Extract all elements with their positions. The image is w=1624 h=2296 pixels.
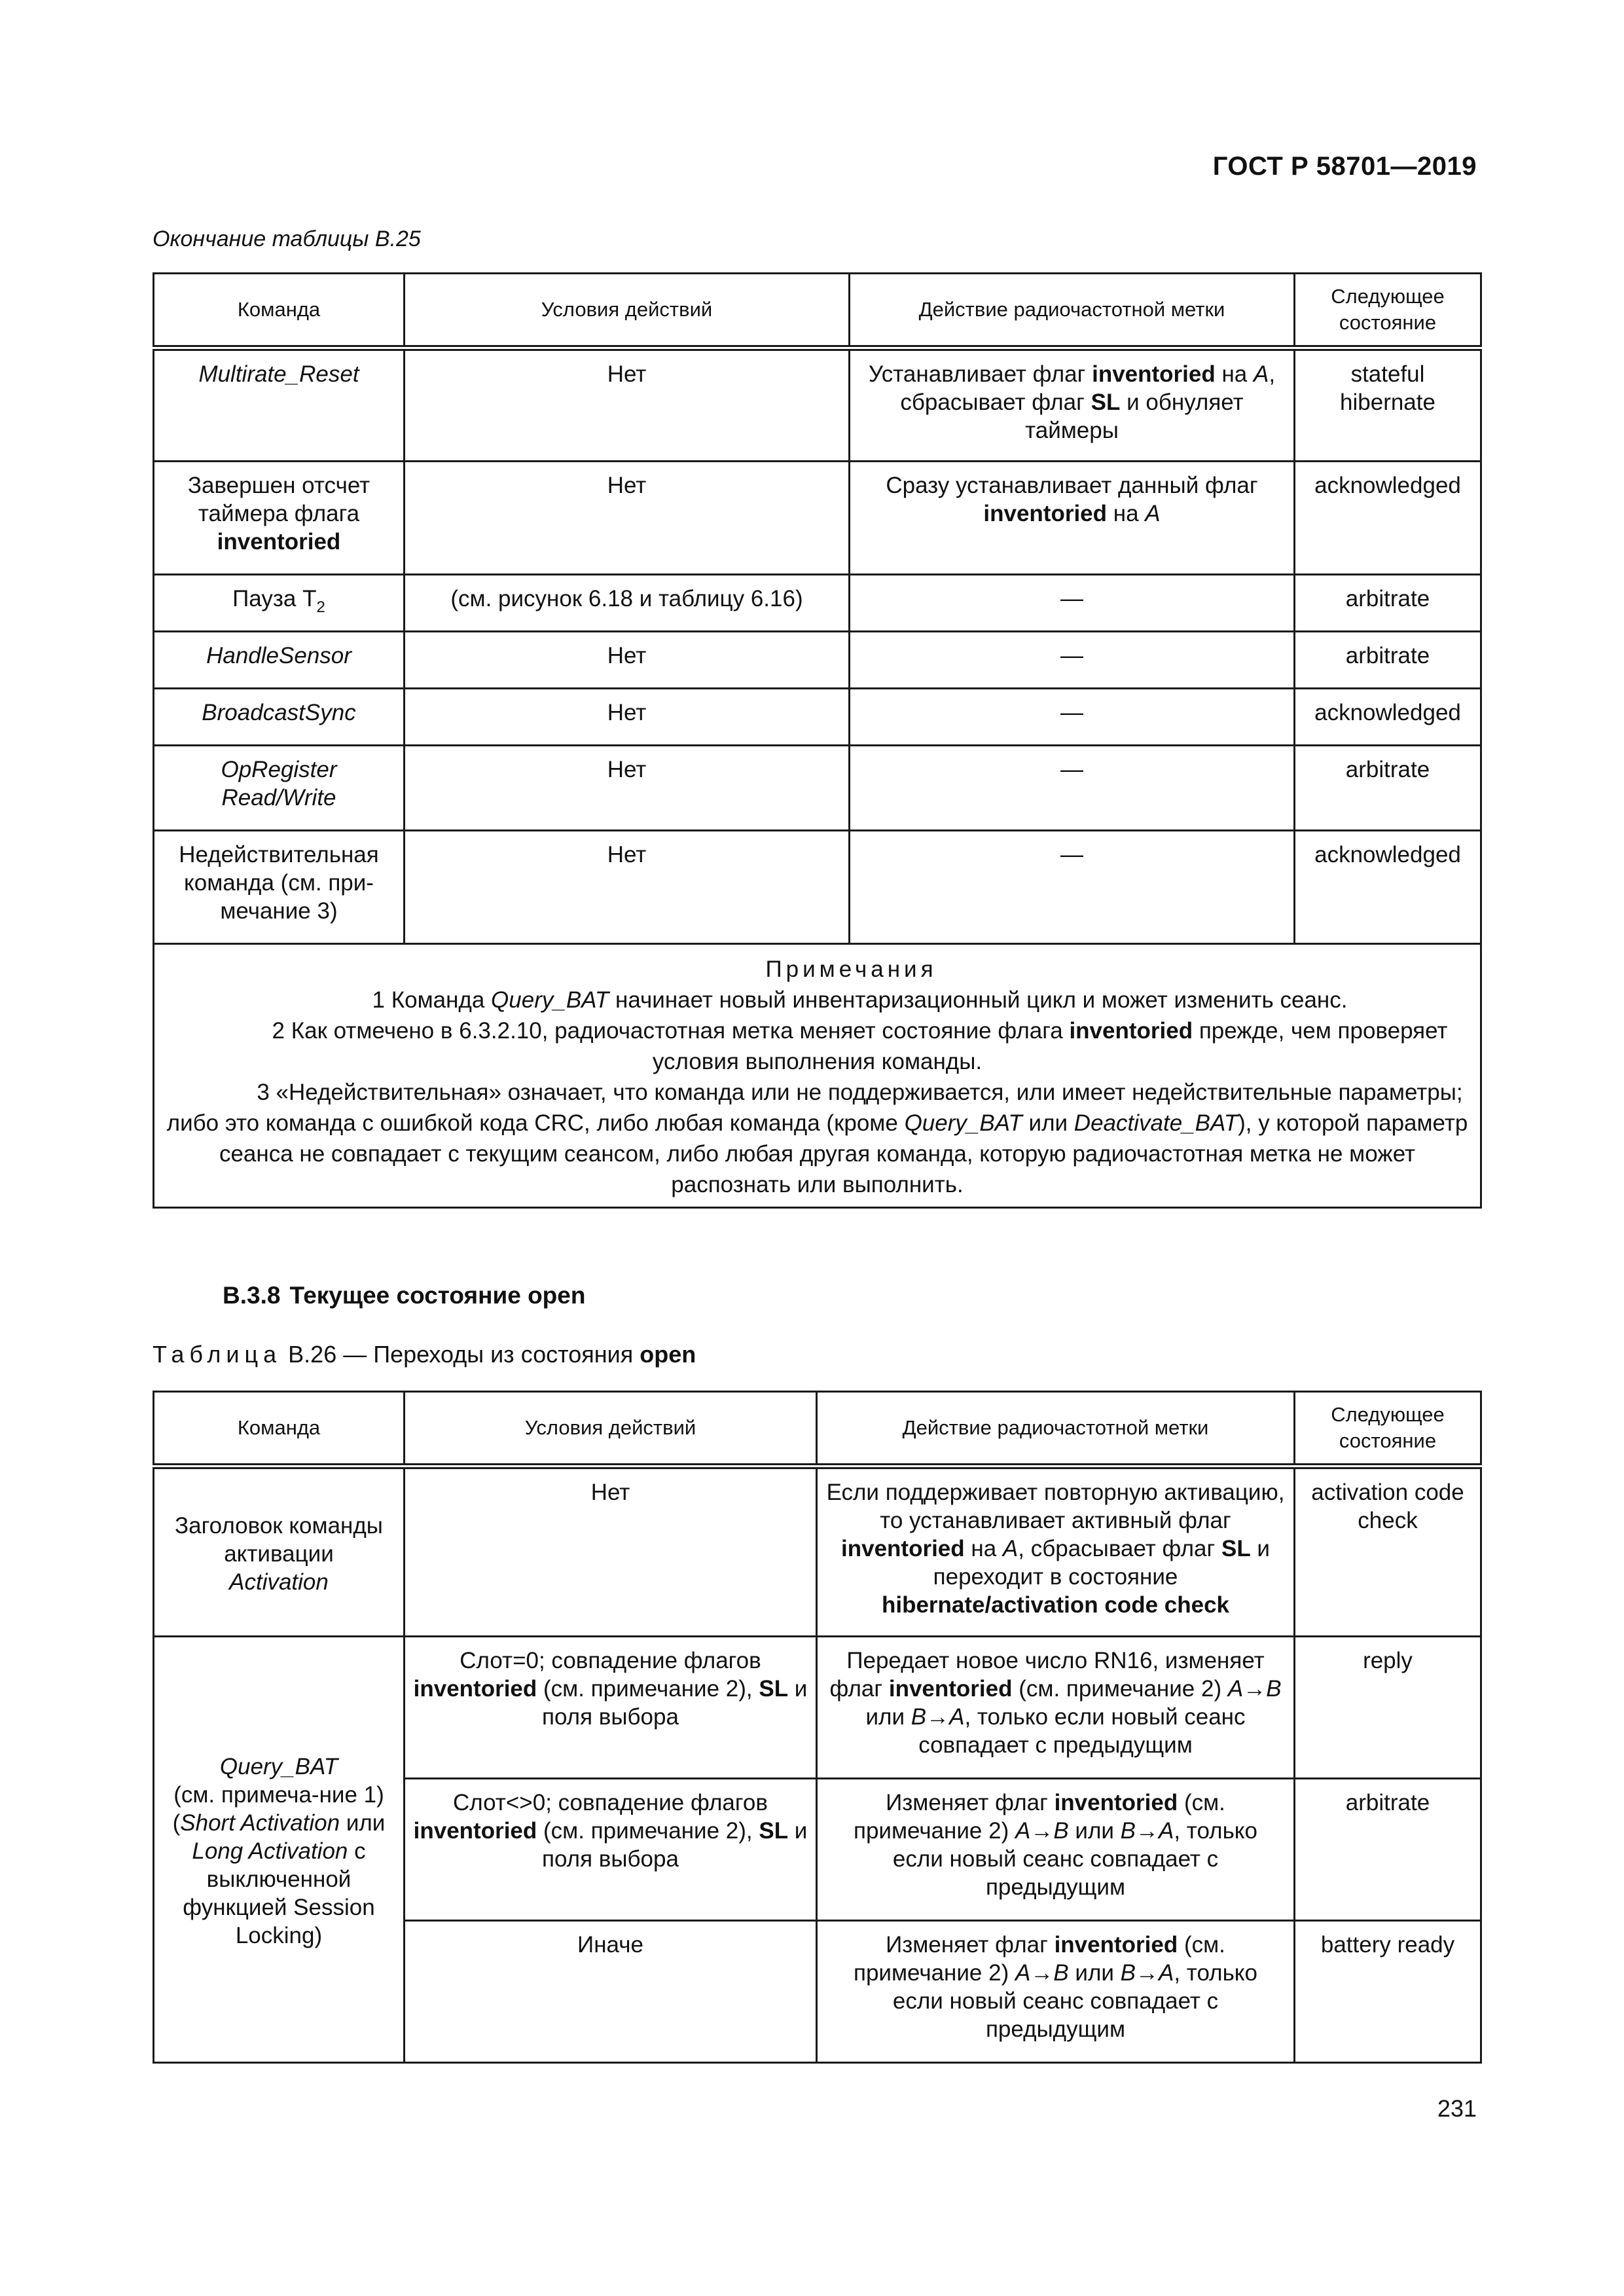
cell-action: — bbox=[850, 689, 1295, 746]
cell-command: Пауза $T_2$ bbox=[154, 575, 405, 632]
cell-next-state: arbitrate bbox=[1295, 632, 1481, 689]
cell-condition: Иначе bbox=[405, 1921, 817, 2063]
note-1: 1 Команда Query_BAT начинает новый инвентаризационный цикл и может изменить сеанс. bbox=[372, 987, 1348, 1013]
header-command: Команда bbox=[154, 274, 405, 348]
notes-title: Примечания bbox=[765, 957, 937, 982]
header-conditions: Условия действий bbox=[405, 274, 850, 348]
cell-command: HandleSensor bbox=[154, 632, 405, 689]
cell-condition: Нет bbox=[405, 462, 850, 575]
cell-condition: Слот<>0; совпадение флагов inventoried (см. примечание 2), SL и поля выбора bbox=[405, 1779, 817, 1921]
cell-next-state: activation code check bbox=[1295, 1467, 1481, 1637]
table-row bbox=[154, 462, 1481, 575]
header-command: Команда bbox=[154, 1392, 405, 1467]
cell-condition: Нет bbox=[405, 348, 850, 462]
cell-action: — bbox=[850, 831, 1295, 944]
cell-action: Сразу устанавливает данный флаг inventoried на А bbox=[850, 462, 1295, 575]
section-heading bbox=[223, 1282, 585, 1309]
cell-action: — bbox=[850, 746, 1295, 831]
table-row bbox=[154, 746, 1481, 831]
cell-command: Multirate_Reset bbox=[154, 348, 405, 462]
cell-next-state: reply bbox=[1295, 1637, 1481, 1779]
table-row bbox=[154, 1637, 1481, 1779]
cell-command: OpRegister Read/Write bbox=[154, 746, 405, 831]
section-number: В.3.8 bbox=[223, 1282, 281, 1309]
table-continuation-caption: Окончание таблицы В.25 bbox=[153, 227, 421, 251]
cell-action: Изменяет флаг inventoried (см. примечание 2) А→В или В→А, только если новый сеанс совпадает с предыдущим bbox=[817, 1779, 1295, 1921]
cell-action: Передает новое число RN16, изменяет флаг inventoried (см. примечание 2) А→В или В→А, только если новый сеанс совпадает с предыдущим bbox=[817, 1637, 1295, 1779]
table-row bbox=[154, 348, 1481, 462]
cell-command: Завершен отсчет таймера флага inventoried bbox=[154, 462, 405, 575]
header-conditions: Условия действий bbox=[405, 1392, 817, 1467]
cell-condition: Нет bbox=[405, 746, 850, 831]
cell-action: Изменяет флаг inventoried (см. примечание 2) А→В или В→А, только если новый сеанс совпадает с предыдущим bbox=[817, 1921, 1295, 2063]
header-action: Действие радиочастотной метки bbox=[850, 274, 1295, 348]
section-title: Текущее состояние open bbox=[289, 1282, 586, 1309]
header-action: Действие радиочастотной метки bbox=[817, 1392, 1295, 1467]
table-row bbox=[154, 575, 1481, 632]
table-row bbox=[154, 689, 1481, 746]
cell-command: Недействительная команда (см. при-мечание 3) bbox=[154, 831, 405, 944]
cell-action: — bbox=[850, 632, 1295, 689]
table-row bbox=[154, 632, 1481, 689]
table-header-row bbox=[154, 274, 1481, 348]
notes-row bbox=[154, 944, 1481, 1208]
cell-condition: (см. рисунок 6.18 и таблицу 6.16) bbox=[405, 575, 850, 632]
document-code: ГОСТ Р 58701—2019 bbox=[1212, 152, 1477, 181]
cell-condition: Слот=0; совпадение флагов inventoried (см. примечание 2), SL и поля выбора bbox=[405, 1637, 817, 1779]
header-next-state: Следующее состояние bbox=[1295, 274, 1481, 348]
cell-action: Устанавливает флаг inventoried на А, сбрасывает флаг SL и обнуляет таймеры bbox=[850, 348, 1295, 462]
cell-next-state: stateful hibernate bbox=[1295, 348, 1481, 462]
cell-next-state: acknowledged bbox=[1295, 831, 1481, 944]
note-2: 2 Как отмечено в 6.3.2.10, радиочастотная метка меняет состояние флага inventoried прежде, чем проверяет условия выполнения команды. bbox=[272, 1018, 1448, 1074]
cell-command: BroadcastSync bbox=[154, 689, 405, 746]
cell-command: Заголовок команды активации Activation bbox=[154, 1467, 405, 1637]
table-row bbox=[154, 831, 1481, 944]
cell-next-state: battery ready bbox=[1295, 1921, 1481, 2063]
cell-condition: Нет bbox=[405, 831, 850, 944]
cell-action: Если поддерживает повторную активацию, то устанавливает активный флаг inventoried на А, сбрасывает флаг SL и переходит в состояние hibernate/activation code check bbox=[817, 1467, 1295, 1637]
cell-next-state: arbitrate bbox=[1295, 575, 1481, 632]
cell-condition: Нет bbox=[405, 689, 850, 746]
cell-condition: Нет bbox=[405, 1467, 817, 1637]
notes-cell bbox=[154, 944, 1481, 1208]
header-next-state: Следующее состояние bbox=[1295, 1392, 1481, 1467]
cell-next-state: arbitrate bbox=[1295, 1779, 1481, 1921]
note-3: 3 «Недействительная» означает, что команда или не поддерживается, или имеет недействительные параметры; либо это команда с ошибкой кода CRC, либо любая команда (кроме Query_BAT или Deactivate_BAT), у которой параметр сеанса не совпадает с текущим сеансом, либо любая другая команда, которую радиочастотная метка не может распознать или выполнить. bbox=[166, 1080, 1468, 1197]
cell-command-query-bat: Query_BAT (см. примеча-ние 1) (Short Activation или Long Activation с выключенной функцией Session Locking) bbox=[154, 1637, 405, 2063]
table-header-row bbox=[154, 1392, 1481, 1467]
cell-condition: Нет bbox=[405, 632, 850, 689]
cell-next-state: acknowledged bbox=[1295, 462, 1481, 575]
table-b26-caption: Таблица В.26 — Переходы из состояния open bbox=[153, 1341, 696, 1368]
table-b25 bbox=[153, 272, 1482, 1209]
cell-next-state: arbitrate bbox=[1295, 746, 1481, 831]
table-b26 bbox=[153, 1391, 1482, 2064]
cell-action: — bbox=[850, 575, 1295, 632]
table-row bbox=[154, 1467, 1481, 1637]
cell-next-state: acknowledged bbox=[1295, 689, 1481, 746]
page-number: 231 bbox=[1437, 2095, 1477, 2122]
